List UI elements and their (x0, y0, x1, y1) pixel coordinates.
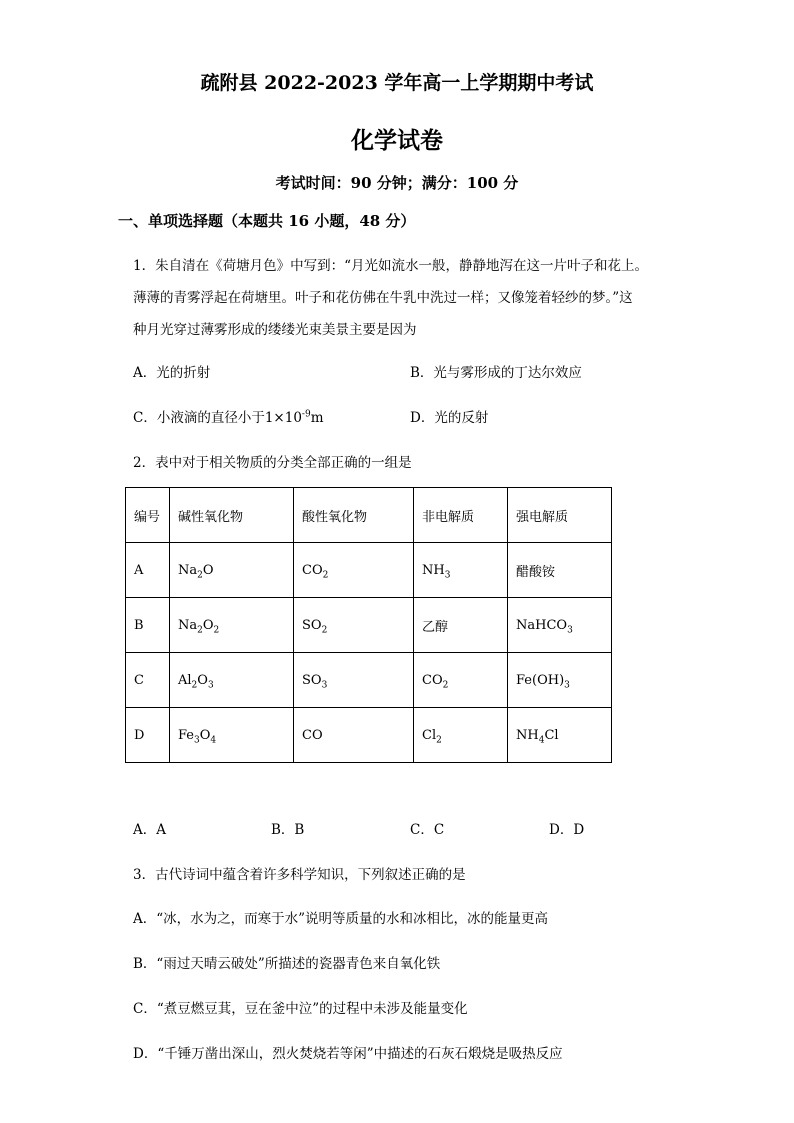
q3-option-c: C．“煮豆燃豆萁，豆在釜中泣”的过程中未涉及能量变化 (133, 1001, 468, 1017)
table-header-cell: 非电解质 (414, 488, 508, 543)
q1-stem-line-1: 1．朱自清在《荷塘月色》中写到：“月光如流水一般，静静地泻在这一片叶子和花上。 (133, 258, 648, 274)
q2-option-d: D．D (549, 822, 585, 838)
non-electrolyte-cell: $NH_3$ (414, 543, 508, 598)
q1-option-b: B．光与雾形成的丁达尔效应 (410, 365, 582, 381)
q2-stem: 2．表中对于相关物质的分类全部正确的一组是 (133, 455, 412, 471)
strong-electrolyte-cell: 醋酸铵 (508, 543, 612, 598)
table-row (126, 653, 612, 708)
q1-option-c: C．小液滴的直径小于$1\times 10^{-9}m$ (133, 409, 324, 426)
q2-option-b: B．B (271, 822, 305, 838)
q3-option-b: B．“雨过天晴云破处”所描述的瓷器青色来自氧化铁 (133, 956, 441, 972)
q3-option-a: A．“冰，水为之，而寒于水”说明等质量的水和冰相比，冰的能量更高 (133, 911, 549, 927)
basic-oxide-cell: $Na_2O_2$ (170, 598, 294, 653)
exam-title: 疏附县 2022-2023 学年高一上学期期中考试 (200, 72, 594, 94)
non-electrolyte-cell: $CO_2$ (414, 653, 508, 708)
q1-stem-line-2: 薄薄的青雾浮起在荷塘里。叶子和花仿佛在牛乳中洗过一样；又像笼着轻纱的梦。”这 (133, 290, 633, 306)
strong-electrolyte-cell: $Fe(OH)_3$ (508, 653, 612, 708)
table-row (126, 598, 612, 653)
table-header-row (126, 488, 612, 543)
classification-table (125, 487, 612, 763)
table-header-cell: 碱性氧化物 (170, 488, 294, 543)
q1-option-a: A．光的折射 (133, 365, 211, 381)
q3-option-d: D．“千锤万凿出深山，烈火焚烧若等闲”中描述的石灰石煅烧是吸热反应 (133, 1046, 563, 1062)
q2-option-a: A．A (133, 822, 166, 838)
q1-option-d: D．光的反射 (410, 410, 489, 426)
q1-stem-line-3: 种月光穿过薄雾形成的缕缕光束美景主要是因为 (133, 322, 417, 338)
non-electrolyte-cell: 乙醇 (414, 598, 508, 653)
q2-option-c: C．C (410, 822, 445, 838)
table-header-cell: 酸性氧化物 (294, 488, 414, 543)
non-electrolyte-cell: $Cl_2$ (414, 708, 508, 763)
acidic-oxide-cell: $SO_3$ (294, 653, 414, 708)
acidic-oxide-cell: CO (294, 708, 414, 763)
basic-oxide-cell: $Al_2O_3$ (170, 653, 294, 708)
row-id: A (126, 543, 170, 598)
acidic-oxide-cell: $SO_2$ (294, 598, 414, 653)
row-id: D (126, 708, 170, 763)
table-header-cell: 编号 (126, 488, 170, 543)
basic-oxide-cell: $Fe_3O_4$ (170, 708, 294, 763)
exam-time-score: 考试时间：90 分钟；满分：100 分 (275, 174, 519, 192)
subject-title: 化学试卷 (351, 127, 443, 154)
row-id: C (126, 653, 170, 708)
table-row (126, 543, 612, 598)
section-heading: 一、单项选择题（本题共 16 小题，48 分） (118, 212, 416, 230)
acidic-oxide-cell: $CO_2$ (294, 543, 414, 598)
table-header-cell: 强电解质 (508, 488, 612, 543)
basic-oxide-cell: $Na_2O$ (170, 543, 294, 598)
strong-electrolyte-cell: $NH_4Cl$ (508, 708, 612, 763)
table-row (126, 708, 612, 763)
strong-electrolyte-cell: NaHCO$_3$ (508, 598, 612, 653)
row-id: B (126, 598, 170, 653)
q3-stem: 3．古代诗词中蕴含着许多科学知识，下列叙述正确的是 (133, 867, 466, 883)
